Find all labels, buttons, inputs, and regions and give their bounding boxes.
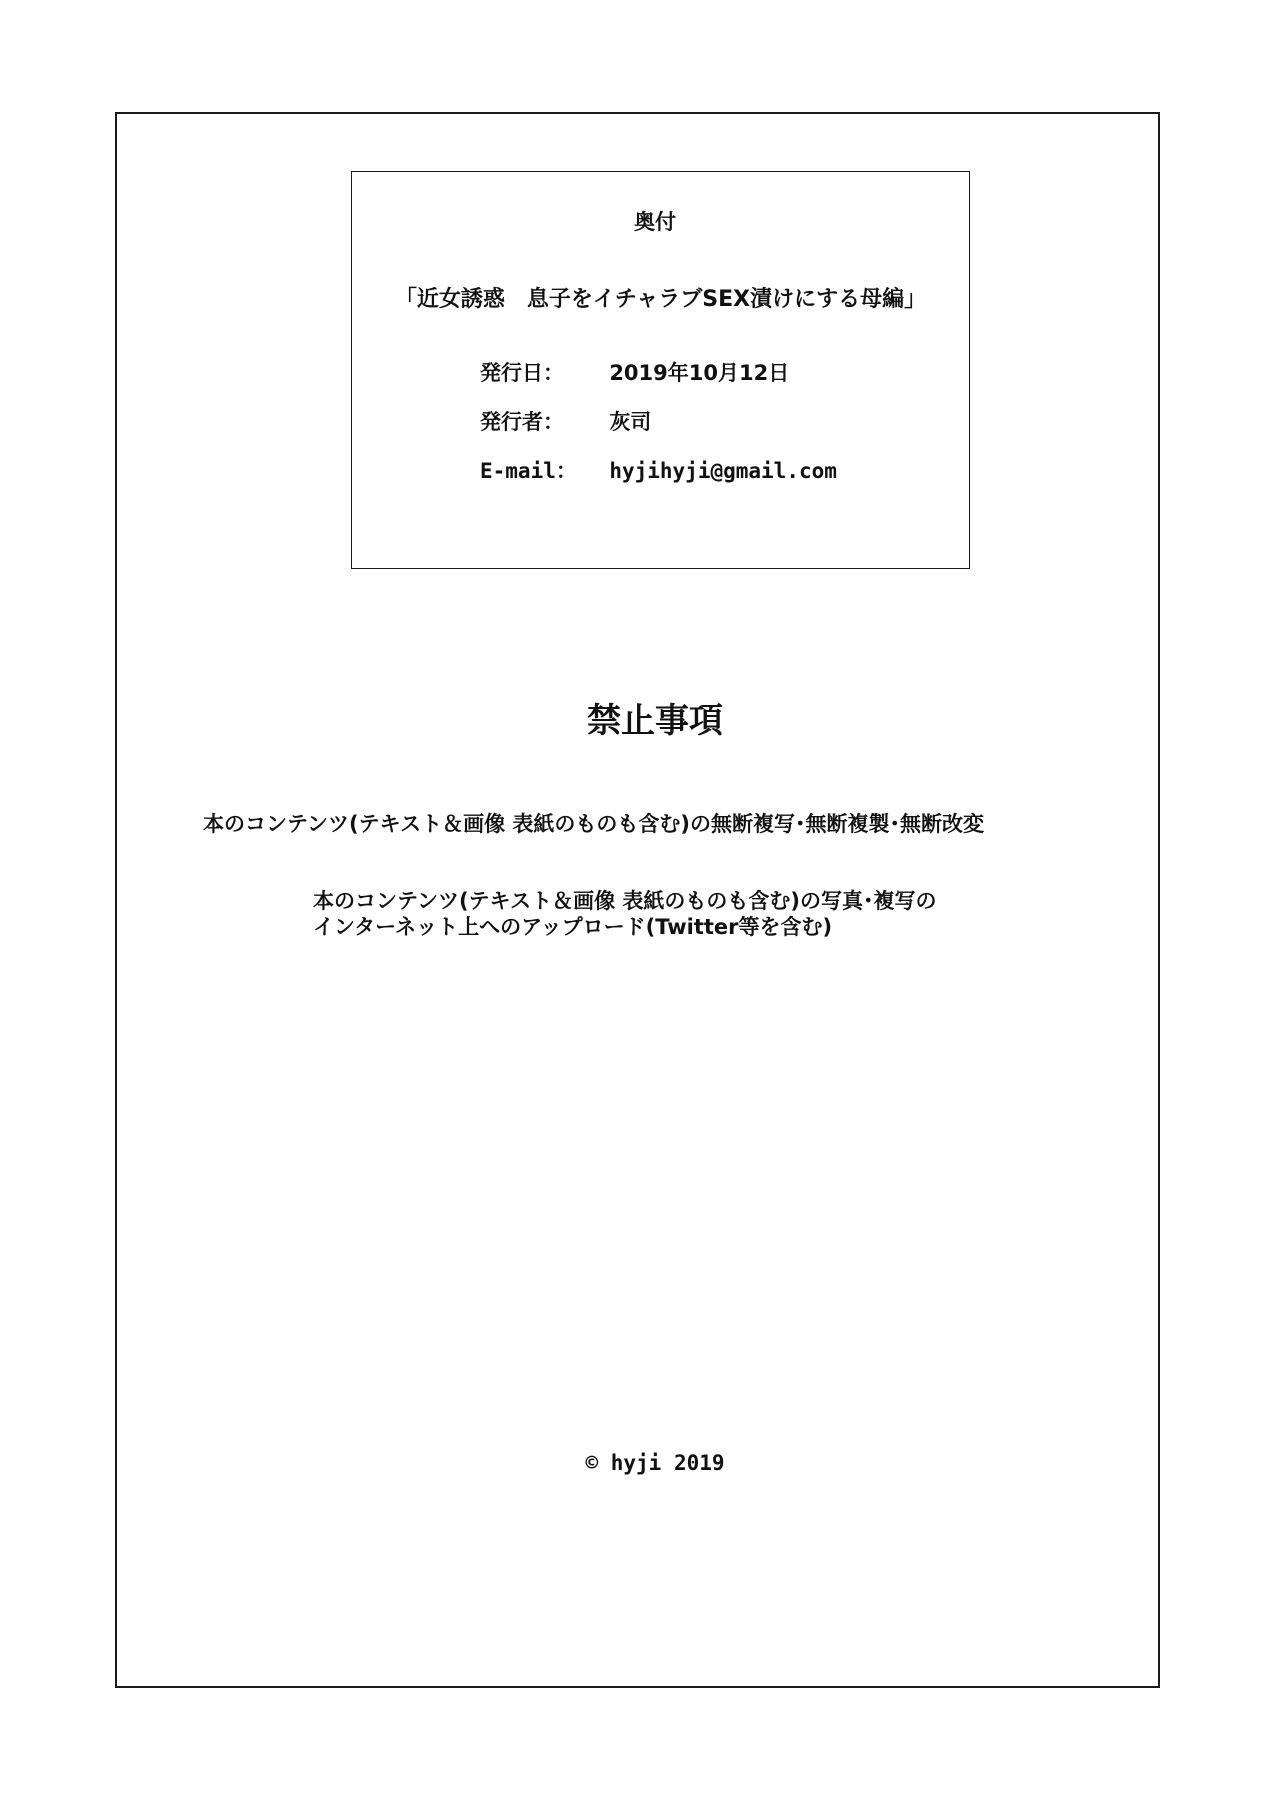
prohibitions-heading: 禁止事項 xyxy=(587,701,723,741)
publish-date-label: 発行日： xyxy=(480,361,564,385)
book-title: 「近女誘惑 息子をイチャラブSEX漬けにする母編」 xyxy=(394,287,927,312)
email-value: hyjihyji@gmail.com xyxy=(609,459,837,483)
email-row xyxy=(480,455,837,485)
prohibition-rule-2-line-1: 本のコンテンツ(テキスト＆画像 表紙のものも含む)の写真･複写の xyxy=(313,889,937,913)
publisher-label: 発行者： xyxy=(480,410,564,434)
publish-date-row xyxy=(480,357,789,387)
prohibition-rule-1: 本のコンテンツ(テキスト＆画像 表紙のものも含む)の無断複写･無断複製･無断改変 xyxy=(203,812,985,836)
email-label: E-mail： xyxy=(480,459,577,483)
publisher-value: 灰司 xyxy=(609,410,652,434)
copyright-notice: © hyji 2019 xyxy=(585,1451,725,1475)
publisher-row xyxy=(480,406,651,436)
prohibition-rule-2-line-2: インターネット上へのアップロード(Twitter等を含む) xyxy=(313,915,833,939)
prohibition-rule-2 xyxy=(313,888,937,940)
colophon-heading: 奥付 xyxy=(634,210,676,234)
publish-date-value: 2019年10月12日 xyxy=(609,361,790,385)
